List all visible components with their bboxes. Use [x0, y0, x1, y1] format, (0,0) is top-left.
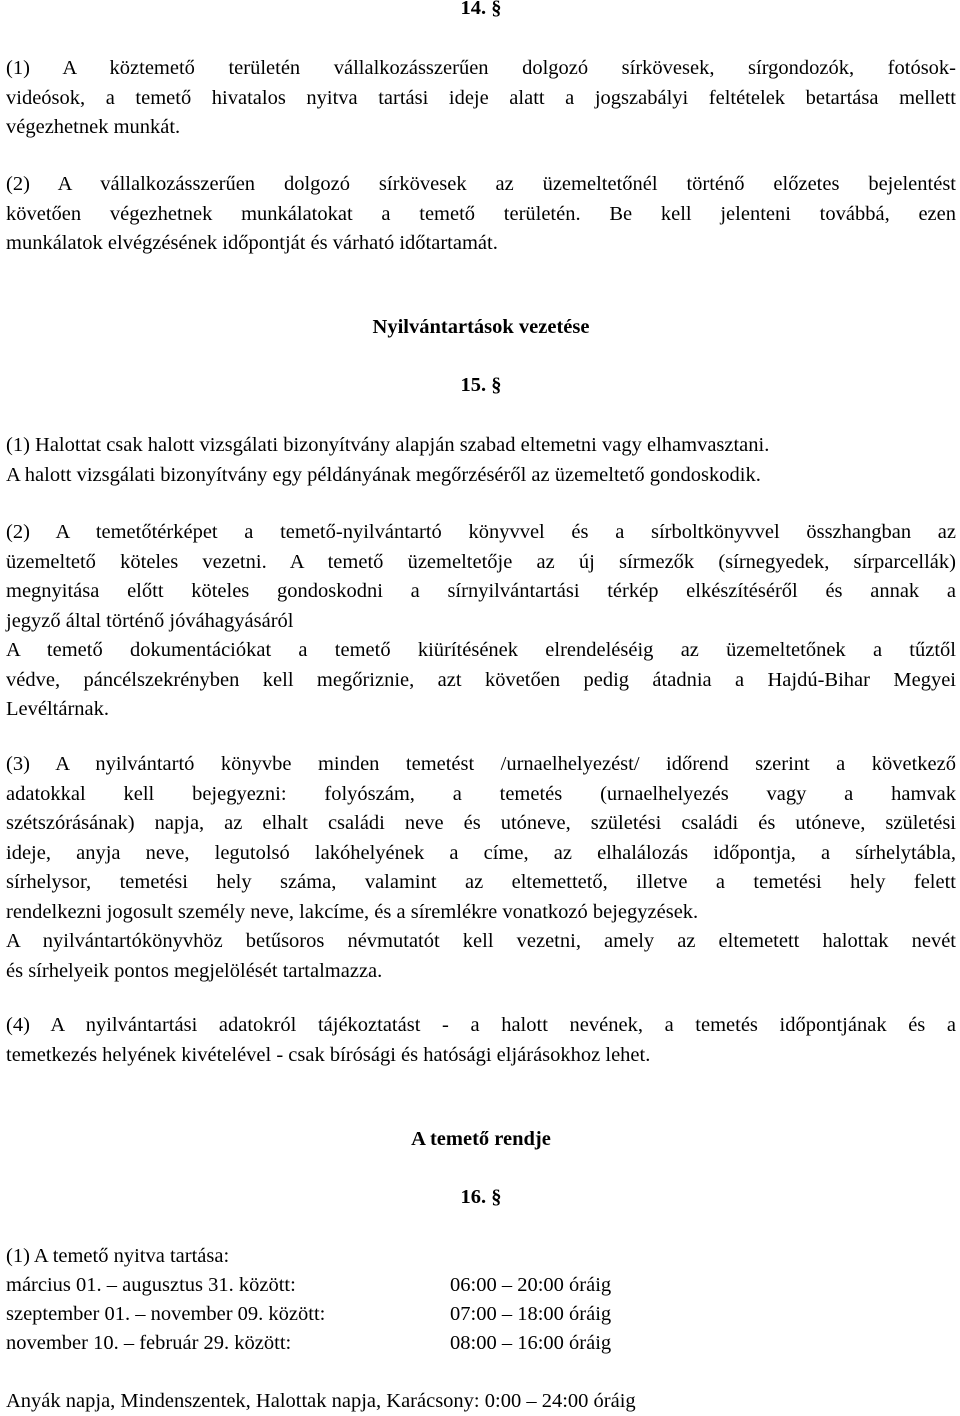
- section-14-paragraph-2: [6, 170, 956, 259]
- text-line: rendelkezni jogosult személy neve, lakcíme, és a síremlékre vonatkozó bejegyzések.: [6, 900, 699, 923]
- section-15-heading: [6, 374, 956, 397]
- text-line: sírhelysor, temetési hely száma, valamint az eltemettető, illetve a temetési hely felett: [6, 871, 956, 893]
- section-sign: §: [491, 374, 502, 396]
- text-line: temetkezés helyének kivételével - csak bírósági és hatósági eljárásokhoz lehet.: [6, 1043, 651, 1066]
- text-line: (3) A nyilvántartó könyvbe minden temetést /urnaelhelyezést/ időrend szerint a következő: [6, 753, 956, 775]
- text-line: A halott vizsgálati bizonyítvány egy példányának megőrzéséről az üzemeltető gondoskodik.: [6, 463, 761, 486]
- text-line: videósok, a temető hivatalos nyitva tartási ideje alatt a jogszabályi feltételek betartása mellett: [6, 86, 956, 109]
- section-16-heading: [6, 1186, 956, 1209]
- text-line: A nyilvántartókönyvhöz betűsoros névmutatót kell vezetni, amely az eltemetett halottak nevét: [6, 930, 956, 952]
- text-line: Levéltárnak.: [6, 698, 110, 720]
- section-number: 15.: [460, 374, 487, 396]
- text-line: (2) A vállalkozásszerűen dolgozó sírkövesek az üzemeltetőnél történő előzetes bejelentést: [6, 173, 956, 195]
- text-line: szétszórásának) napja, az elhalt családi neve és utóneve, születési családi és utóneve, születési: [6, 812, 956, 834]
- text-line: és sírhelyeik pontos megjelölését tartalmazza.: [6, 959, 383, 982]
- text-line: üzemeltető köteles vezetni. A temető üzemeltetője az új sírmezők (sírnegyedek, sírparcellák): [6, 550, 956, 573]
- text-line: munkálatok elvégzésének időpontját és várható időtartamát.: [6, 232, 498, 254]
- section-number: 16.: [460, 1186, 487, 1208]
- text-line: ideje, anyja neve, legutolsó lakóhelyének a címe, az elhalálozás időpontja, a sírhelytábla,: [6, 841, 956, 864]
- section-15-paragraph-3: [6, 750, 956, 986]
- hours-period: november 10. – február 29. között:: [6, 1332, 292, 1354]
- hours-period: szeptember 01. – november 09. között:: [6, 1303, 326, 1325]
- heading-records: Nyilvántartások vezetése: [372, 316, 590, 338]
- section-sign: §: [491, 0, 502, 19]
- text-line: (1) A temető nyitva tartása:: [6, 1245, 230, 1267]
- text-line: (2) A temetőtérképet a temető-nyilvántartó könyvvel és a sírboltkönyvvel összhangban az: [6, 521, 956, 543]
- hours-time: 07:00 – 18:00 óráig: [450, 1303, 612, 1325]
- hours-period: március 01. – augusztus 31. között:: [6, 1274, 296, 1296]
- text-line: végezhetnek munkát.: [6, 116, 181, 138]
- heading-cemetery-order: A temető rendje: [411, 1128, 551, 1150]
- text-line: védve, páncélszekrényben kell megőriznie, azt követően pedig átadnia a Hajdú-Bihar Megyei: [6, 668, 956, 691]
- text-line: A temető dokumentációkat a temető kiürítésének elrendeléséig az üzemeltetőnek a tűztől: [6, 639, 956, 661]
- text-line: megnyitása előtt köteles gondoskodni a sírnyilvántartási térkép elkészítéséről és annak a: [6, 580, 956, 602]
- section-14-paragraph-1: [6, 54, 956, 143]
- section-number: 14.: [460, 0, 487, 19]
- text-line: követően végezhetnek munkálatokat a temető területén. Be kell jelenteni továbbá, ezen: [6, 202, 956, 225]
- hours-time: 06:00 – 20:00 óráig: [450, 1274, 612, 1296]
- section-15-paragraph-2: [6, 518, 956, 725]
- hours-time: 08:00 – 16:00 óráig: [450, 1332, 612, 1354]
- text-line: (1) A köztemető területén vállalkozásszerűen dolgozó sírkövesek, sírgondozók, fotósok-: [6, 57, 956, 79]
- text-line: (4) A nyilvántartási adatokról tájékoztatást - a halott nevének, a temetés időpontjának és a: [6, 1014, 956, 1036]
- text-line: Anyák napja, Mindenszentek, Halottak napja, Karácsony: 0:00 – 24:00 óráig: [6, 1390, 636, 1412]
- text-line: (1) Halottat csak halott vizsgálati bizonyítvány alapján szabad eltemetni vagy elhamvasztani.: [6, 434, 770, 456]
- section-sign: §: [491, 1186, 502, 1208]
- text-line: jegyző által történő jóváhagyásáról: [6, 609, 294, 632]
- section-15-paragraph-4: [6, 1011, 956, 1070]
- section-14-heading: [6, 0, 956, 20]
- text-line: adatokkal kell bejegyezni: folyószám, a temetés (urnaelhelyezés vagy a hamvak: [6, 782, 956, 805]
- section-15-paragraph-1: [6, 431, 956, 490]
